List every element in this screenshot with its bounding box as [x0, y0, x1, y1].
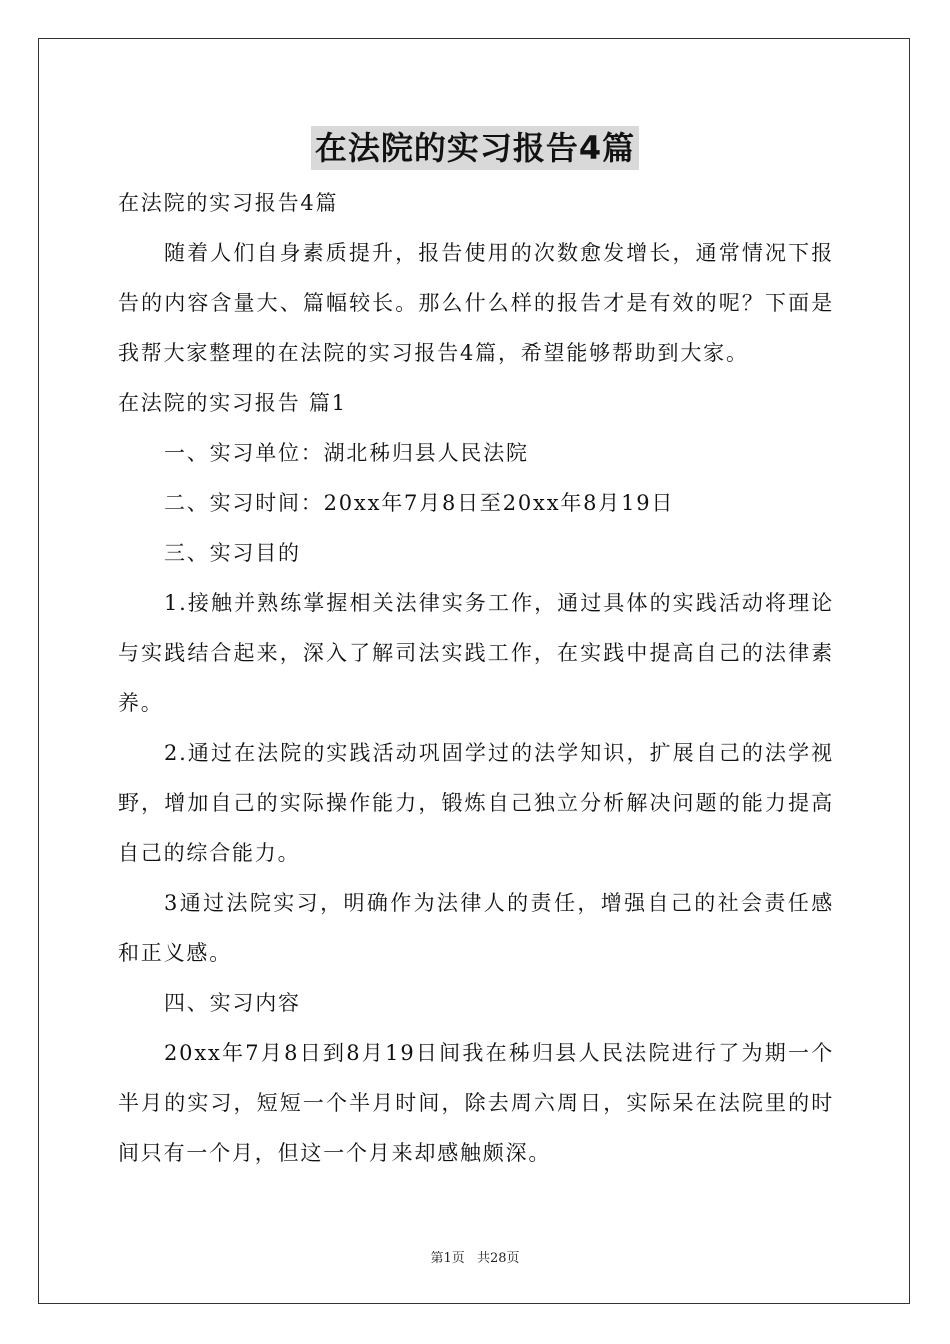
paragraph-purpose-heading: 三、实习目的 — [164, 541, 301, 565]
paragraph-subtitle: 在法院的实习报告4篇 — [118, 191, 339, 215]
paragraph-content-body: 20xx年7月8日到8月19日间我在秭归县人民法院进行了为期一个半月的实习，短短一个半月时间，除去周六周日，实际呆在法院里的时间只有一个月，但这一个月来却感触颇深。 — [118, 1041, 834, 1165]
page-number: 第1页 — [430, 1251, 465, 1266]
title-container — [0, 126, 950, 170]
paragraph-intro: 随着人们自身素质提升，报告使用的次数愈发增长，通常情况下报告的内容含量大、篇幅较长。那么什么样的报告才是有效的呢？下面是我帮大家整理的在法院的实习报告4篇，希望能够帮助到大家。 — [118, 241, 834, 365]
document-title: 在法院的实习报告4篇 — [311, 126, 639, 170]
paragraph-purpose-1: 1.接触并熟练掌握相关法律实务工作，通过具体的实践活动将理论与实践结合起来，深入了解司法实践工作，在实践中提高自己的法律素养。 — [118, 591, 834, 715]
document-body — [118, 178, 834, 1178]
section-heading: 在法院的实习报告 篇1 — [118, 391, 347, 415]
paragraph-unit: 一、实习单位：湖北秭归县人民法院 — [164, 441, 529, 465]
page-footer — [0, 1247, 950, 1266]
page-total: 共28页 — [476, 1251, 520, 1266]
paragraph-purpose-2: 2.通过在法院的实践活动巩固学过的法学知识，扩展自己的法学视野，增加自己的实际操作能力，锻炼自己独立分析解决问题的能力提高自己的综合能力。 — [118, 741, 834, 865]
paragraph-content-heading: 四、实习内容 — [164, 991, 301, 1015]
paragraph-purpose-3: 3通过法院实习，明确作为法律人的责任，增强自己的社会责任感和正义感。 — [118, 891, 834, 965]
paragraph-time: 二、实习时间：20xx年7月8日至20xx年8月19日 — [164, 491, 675, 515]
